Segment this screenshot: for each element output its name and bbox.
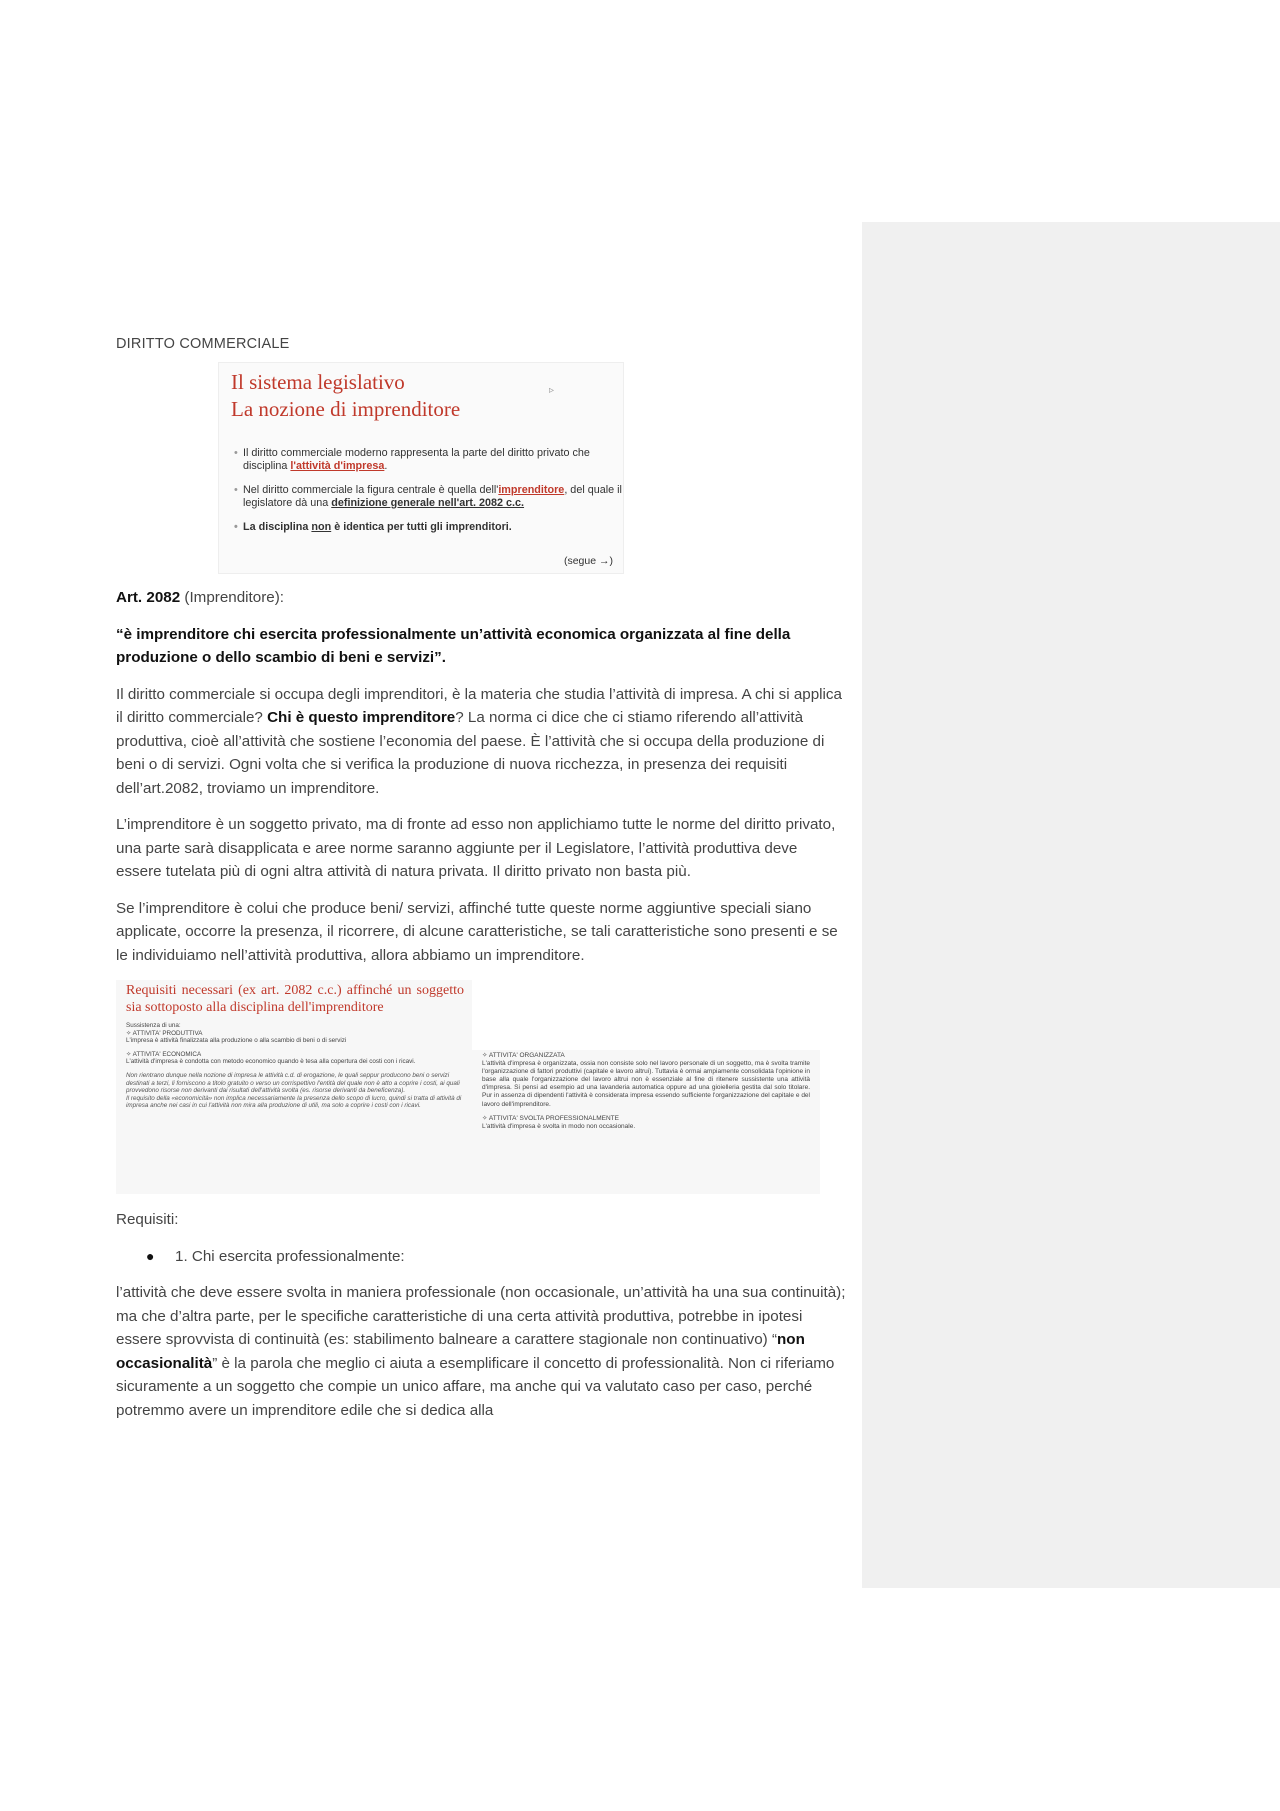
slide1-title-line1: Il sistema legislativo xyxy=(231,370,405,394)
slide2-title: Requisiti necessari (ex art. 2082 c.c.) affinché un soggetto sia sottoposto alla disciplina dell'imprenditore xyxy=(126,983,464,1015)
slide1-bullet: • Nel diritto commerciale la figura centrale è quella dell'imprenditore, del quale il legislatore dà una definizione generale nell'art. 2082 c.c. xyxy=(243,484,628,509)
slide2-right-panel: ✧ ATTIVITA' ORGANIZZATA L'attività d'impresa è organizzata, ossia non consiste solo nel lavoro personale di un soggetto, ma è svolta tramite l'organizzazione di fattori produttivi (capitale e lavoro altrui). Tuttavia è ormai ampiamente consolidata l'opinione in base alla quale l'organizzazione del lavoro altrui non è essenziale al fine di ritenere sussistente una attività d'impresa. Si pensi ad esempio ad una lavanderia automatica oppure ad una gioielleria gestita dal solo titolare. Pur in assenza di dipendenti l'attività è considerata impresa essendo sufficiente l'organizzazione del capitale e del lavoro dell'imprenditore. ✧ ATTIVITA' SVOLTA PROFESSIONALMENTE L'attività d'impresa è svolta in modo non occasionale. xyxy=(472,1050,820,1194)
slide1-bullet: • Il diritto commerciale moderno rappresenta la parte del diritto privato che disciplina l'attività d'impresa. xyxy=(243,447,628,472)
comment-margin-pane xyxy=(862,222,1280,1588)
article-heading: Art. 2082 (Imprenditore): xyxy=(116,589,284,606)
slide-nozione-imprenditore xyxy=(218,362,624,574)
paragraph: l’attività che deve essere svolta in maniera professionale (non occasionale, un’attività ha una sua continuità); ma che d’altra parte, per le specifiche caratteristiche di una certa attività produttiva, potrebbe in ipotesi essere sprovvista di continuità (es: stabilimento balneare a carattere stagionale non continuativo) “non occasionalità” è la parola che meglio ci aiuta a esemplificare il concetto di professionalità. Non ci riferiamo sicuramente a un soggetto che compie un unico affare, ma anche qui va valutato caso per caso, perché potremmo avere un imprenditore edile che si dedica alla xyxy=(116,1284,846,1419)
article-quote: “è imprenditore chi esercita professionalmente un’attività economica organizzata al fine della produzione o dello scambio di beni e servizi”. xyxy=(116,625,791,666)
bullet-icon: ● xyxy=(146,1247,155,1264)
slide2-left-panel xyxy=(116,980,472,1194)
list-item: ● 1. Chi esercita professionalmente: xyxy=(116,1245,846,1269)
slide1-title xyxy=(231,369,460,423)
slide1-title-line2: La nozione di imprenditore xyxy=(231,397,461,421)
slide1-segue: (segue →) xyxy=(563,555,613,567)
slide1-bullets xyxy=(231,447,628,546)
paragraph: L’imprenditore è un soggetto privato, ma di fronte ad esso non applichiamo tutte le norme del diritto privato, una parte sarà disapplicata e aree norme saranno aggiunte per il Legislatore, l’attività produttiva deve essere tutelata più di ogni altra attività di natura privata. Il diritto privato non basta più. xyxy=(116,816,836,880)
page-body xyxy=(116,336,846,1435)
paragraph: Se l’imprenditore è colui che produce beni/ servizi, affinché tutte queste norme aggiuntive speciali siano applicate, occorre la presenza, il ricorrere, di alcune caratteristiche, se tali caratteristiche sono presenti e se le individuiamo nell’attività produttiva, allora abbiamo un imprenditore. xyxy=(116,899,838,964)
slide1-bullet: • La disciplina non è identica per tutti gli imprenditori. xyxy=(243,521,628,534)
paragraph: Il diritto commerciale si occupa degli imprenditori, è la materia che studia l’attività di impresa. A chi si applica il diritto commerciale? Chi è questo imprenditore? La norma ci dice che ci stiamo riferendo all’attività produttiva, cioè all’attività che sostiene l’economia del paese. È l’attività che si occupa della produzione di beni o di servizi. Ogni volta che si verifica la produzione di nuova ricchezza, in presenza dei requisiti dell’art.2082, troviamo un imprenditore. xyxy=(116,685,842,797)
document-header: DIRITTO COMMERCIALE xyxy=(116,336,290,352)
cursor-icon: ▹ xyxy=(549,385,555,396)
slide-requisiti xyxy=(116,980,831,1194)
slide2-left-body: Sussistenza di una: ✧ ATTIVITA' PRODUTTIVA L'impresa è attività finalizzata alla produzione o alla scambio di beni o di servizi ✧ ATTIVITA' ECONOMICA L'attività d'impresa è condotta con metodo economico quando è tesa alla copertura dei costi con i ricavi. Non rientrano dunque nella nozione di impresa le attività c.d. di erogazione, le quali seppur producono beni o servizi destinati a terzi, li forniscono a titolo gratuito o verso un corrispettivo l'entità del quale non è atto a coprire i costi, ai quali provvedono risorse non derivanti dai risultati dell'attività svolta (es. risorse derivanti da beneficenza). Il requisito della «economicità» non implica necessariamente la presenza dello scopo di lucro, quindi si tratta di attività di impresa anche nei casi in cui l'attività non mira alla produzione di utili, ma solo a coprire i costi con i ricavi. xyxy=(126,1022,462,1110)
requisiti-label: Requisiti: xyxy=(116,1211,179,1228)
